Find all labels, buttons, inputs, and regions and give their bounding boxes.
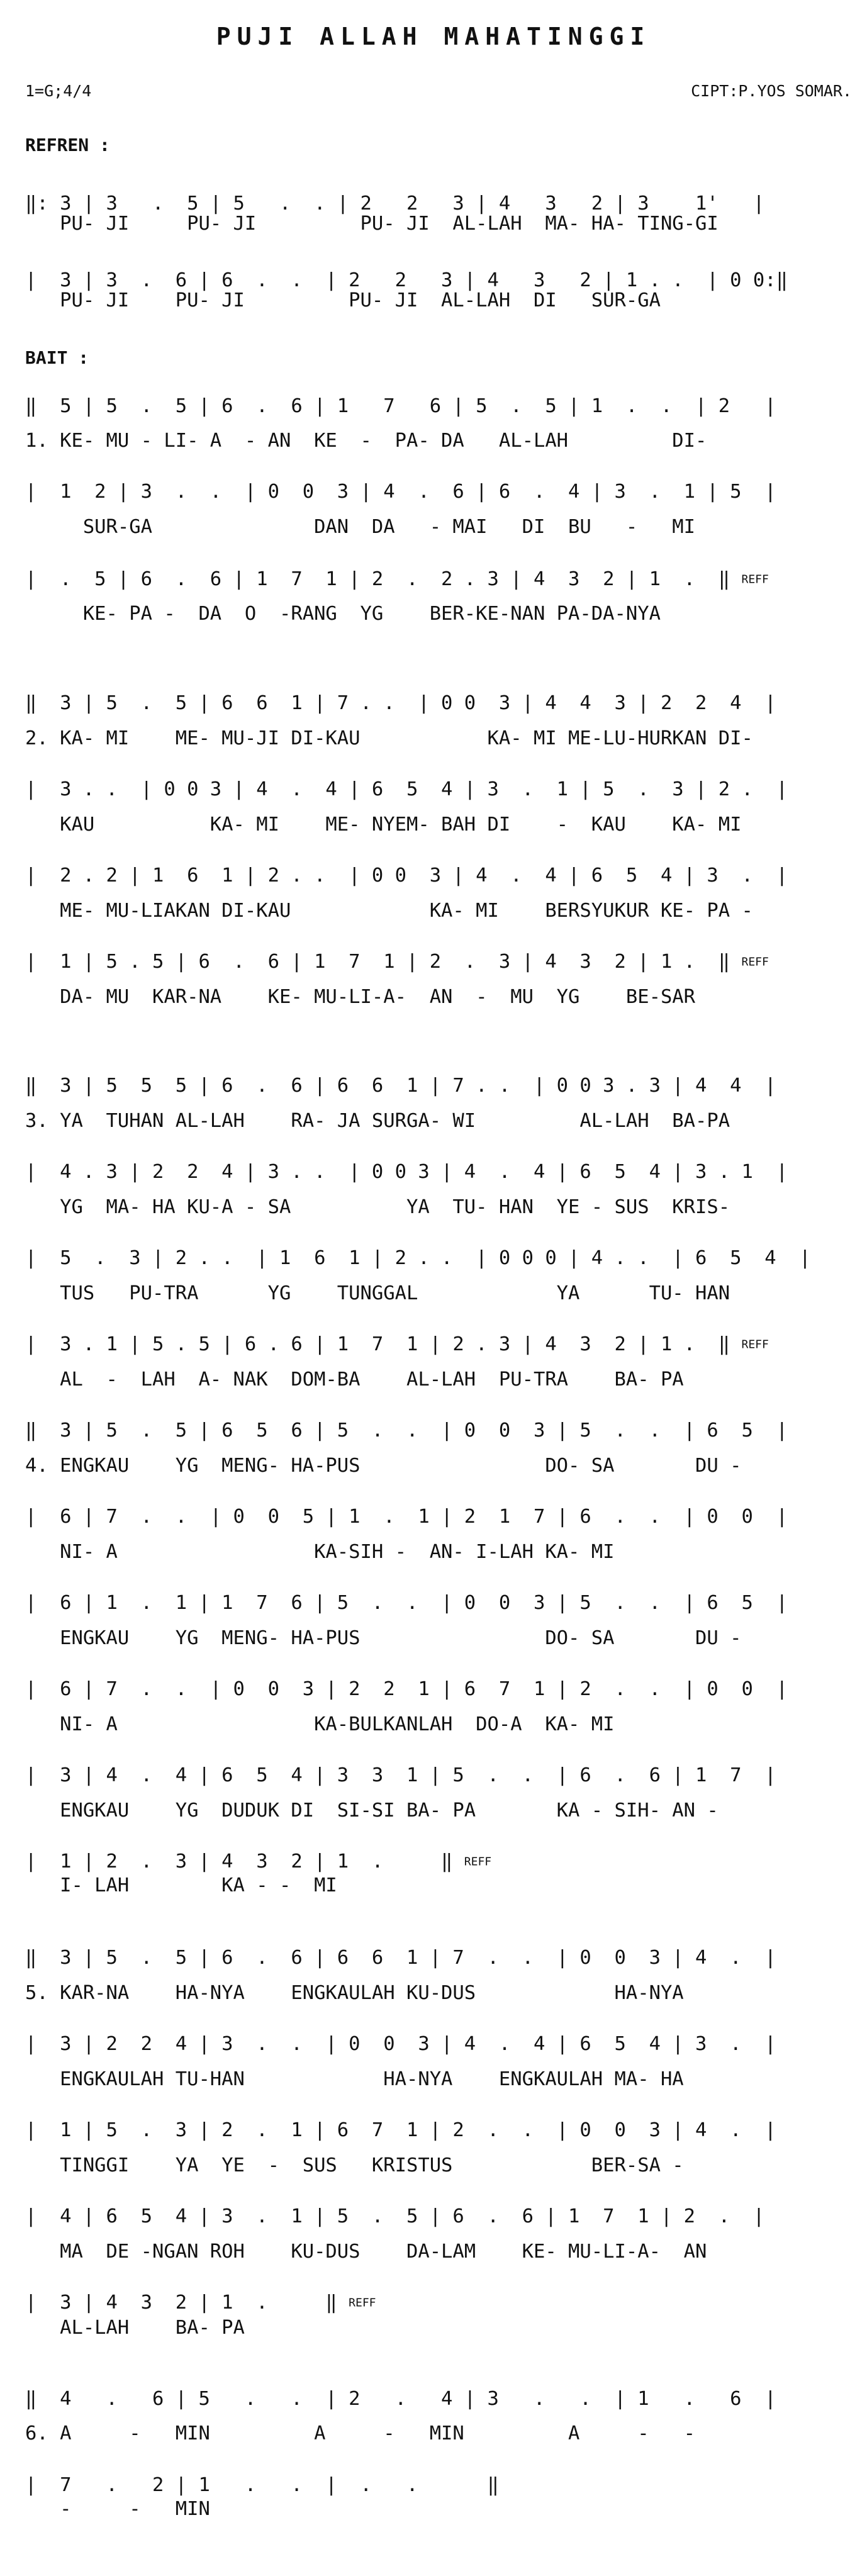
notation-line: | 3 . 1 | 5 . 5 | 6 . 6 | 1 7 1 | 2 . 3 | 4 3 2 | 1 . ‖ REFF [25, 1333, 769, 1355]
reff-marker: REFF [349, 2296, 376, 2310]
lyric-line: SUR-GA DAN DA - MAI DI BU - MI [25, 516, 696, 538]
notation-line: | 6 | 7 . . | 0 0 5 | 1 . 1 | 2 1 7 | 6 . . | 0 0 | [25, 1506, 788, 1528]
notation-line: | 3 | 2 2 4 | 3 . . | 0 0 3 | 4 . 4 | 6 5 4 | 3 . | [25, 2033, 776, 2055]
refren-label: REFREN : [25, 135, 110, 155]
notation-line: | 3 | 3 . 6 | 6 . . | 2 2 3 | 4 3 2 | 1 . . | 0 0:‖ [25, 269, 788, 291]
lyric-line: 1. KE- MU - LI- A - AN KE - PA- DA AL-LAH DI- [25, 430, 707, 452]
lyric-line: NI- A KA-SIH - AN- I-LAH KA- MI [25, 1541, 615, 1563]
composer-credit: CIPT:P.YOS SOMAR. [691, 82, 852, 100]
lyric-line: 2. KA- MI ME- MU-JI DI-KAU KA- MI ME-LU-HURKAN DI- [25, 727, 753, 749]
lyric-line: 4. ENGKAU YG MENG- HA-PUS DO- SA DU - [25, 1455, 742, 1477]
lyric-line: 5. KAR-NA HA-NYA ENGKAULAH KU-DUS HA-NYA [25, 1982, 684, 2004]
notation-line: | 1 | 2 . 3 | 4 3 2 | 1 . ‖ REFF [25, 1851, 492, 1873]
notation-line: ‖ 5 | 5 . 5 | 6 . 6 | 1 7 6 | 5 . 5 | 1 . . | 2 | [25, 395, 776, 417]
notation-line: | 2 . 2 | 1 6 1 | 2 . . | 0 0 3 | 4 . 4 | 6 5 4 | 3 . | [25, 865, 788, 887]
lyric-line: ENGKAU YG DUDUK DI SI-SI BA- PA KA - SIH- AN - [25, 1800, 719, 1822]
notation-line: | 4 . 3 | 2 2 4 | 3 . . | 0 0 3 | 4 . 4 | 6 5 4 | 3 . 1 | [25, 1161, 788, 1183]
lyric-line: KAU KA- MI ME- NYEM- BAH DI - KAU KA- MI [25, 814, 742, 836]
notation-line: | 4 | 6 5 4 | 3 . 1 | 5 . 5 | 6 . 6 | 1 7 1 | 2 . | [25, 2205, 765, 2227]
lyric-line: 3. YA TUHAN AL-LAH RA- JA SURGA- WI AL-LAH BA-PA [25, 1110, 730, 1132]
lyric-line: PU- JI PU- JI PU- JI AL-LAH DI SUR-GA [25, 289, 661, 311]
notation-line: | . 5 | 6 . 6 | 1 7 1 | 2 . 2 . 3 | 4 3 2 | 1 . ‖ REFF [25, 568, 769, 590]
notation-line: ‖ 3 | 5 . 5 | 6 5 6 | 5 . . | 0 0 3 | 5 . . | 6 5 | [25, 1420, 788, 1442]
notation-line: ‖: 3 | 3 . 5 | 5 . . | 2 2 3 | 4 3 2 | 3 1' | [25, 193, 765, 215]
notation-line: ‖ 3 | 5 5 5 | 6 . 6 | 6 6 1 | 7 . . | 0 0 3 . 3 | 4 4 | [25, 1075, 776, 1097]
lyric-line: TUS PU-TRA YG TUNGGAL YA TU- HAN [25, 1282, 730, 1304]
lyric-line: PU- JI PU- JI PU- JI AL-LAH MA- HA- TING-GI [25, 213, 719, 235]
lyric-line: AL - LAH A- NAK DOM-BA AL-LAH PU-TRA BA- PA [25, 1369, 684, 1391]
lyric-line: 6. A - MIN A - MIN A - - [25, 2422, 696, 2444]
notation-line: | 6 | 1 . 1 | 1 7 6 | 5 . . | 0 0 3 | 5 . . | 6 5 | [25, 1592, 788, 1614]
lyric-line: AL-LAH BA- PA [25, 2317, 245, 2339]
lyric-line: ENGKAULAH TU-HAN HA-NYA ENGKAULAH MA- HA [25, 2068, 684, 2090]
reff-marker: REFF [464, 1855, 492, 1869]
lyric-line: DA- MU KAR-NA KE- MU-LI-A- AN - MU YG BE-SAR [25, 986, 696, 1008]
notation-line: | 3 | 4 . 4 | 6 5 4 | 3 3 1 | 5 . . | 6 . 6 | 1 7 | [25, 1764, 776, 1786]
notation-line: | 7 . 2 | 1 . . | . . ‖ [25, 2474, 499, 2496]
reff-marker: REFF [741, 573, 769, 586]
notation-line: ‖ 3 | 5 . 5 | 6 6 1 | 7 . . | 0 0 3 | 4 4 3 | 2 2 4 | [25, 692, 776, 714]
notation-line: | 3 . . | 0 0 3 | 4 . 4 | 6 5 4 | 3 . 1 | 5 . 3 | 2 . | [25, 778, 788, 800]
bait-label: BAIT : [25, 347, 89, 368]
notation-line: | 1 | 5 . 5 | 6 . 6 | 1 7 1 | 2 . 3 | 4 3 2 | 1 . ‖ REFF [25, 951, 769, 973]
song-title: PUJI ALLAH MAHATINGGI [216, 23, 651, 50]
lyric-line: NI- A KA-BULKANLAH DO-A KA- MI [25, 1713, 615, 1735]
reff-marker: REFF [741, 1338, 769, 1352]
reff-marker: REFF [741, 955, 769, 969]
lyric-line: KE- PA - DA O -RANG YG BER-KE-NAN PA-DA-NYA [25, 603, 661, 625]
notation-line: ‖ 3 | 5 . 5 | 6 . 6 | 6 6 1 | 7 . . | 0 0 3 | 4 . | [25, 1947, 776, 1969]
notation-line: | 1 | 5 . 3 | 2 . 1 | 6 7 1 | 2 . . | 0 0 3 | 4 . | [25, 2119, 776, 2141]
key-signature: 1=G;4/4 [25, 82, 92, 100]
notation-line: ‖ 4 . 6 | 5 . . | 2 . 4 | 3 . . | 1 . 6 | [25, 2388, 776, 2410]
notation-line: | 6 | 7 . . | 0 0 3 | 2 2 1 | 6 7 1 | 2 . . | 0 0 | [25, 1678, 788, 1700]
lyric-line: I- LAH KA - - MI [25, 1874, 337, 1896]
notation-line: | 5 . 3 | 2 . . | 1 6 1 | 2 . . | 0 0 0 | 4 . . | 6 5 4 | [25, 1247, 811, 1269]
lyric-line: YG MA- HA KU-A - SA YA TU- HAN YE - SUS KRIS- [25, 1196, 730, 1218]
lyric-line: TINGGI YA YE - SUS KRISTUS BER-SA - [25, 2154, 684, 2176]
lyric-line: - - MIN [25, 2498, 210, 2520]
notation-line: | 3 | 4 3 2 | 1 . ‖ REFF [25, 2292, 376, 2314]
lyric-line: ENGKAU YG MENG- HA-PUS DO- SA DU - [25, 1627, 742, 1649]
lyric-line: MA DE -NGAN ROH KU-DUS DA-LAM KE- MU-LI-A- AN [25, 2241, 707, 2263]
lyric-line: ME- MU-LIAKAN DI-KAU KA- MI BERSYUKUR KE- PA - [25, 900, 753, 922]
notation-line: | 1 2 | 3 . . | 0 0 3 | 4 . 6 | 6 . 4 | 3 . 1 | 5 | [25, 481, 776, 503]
